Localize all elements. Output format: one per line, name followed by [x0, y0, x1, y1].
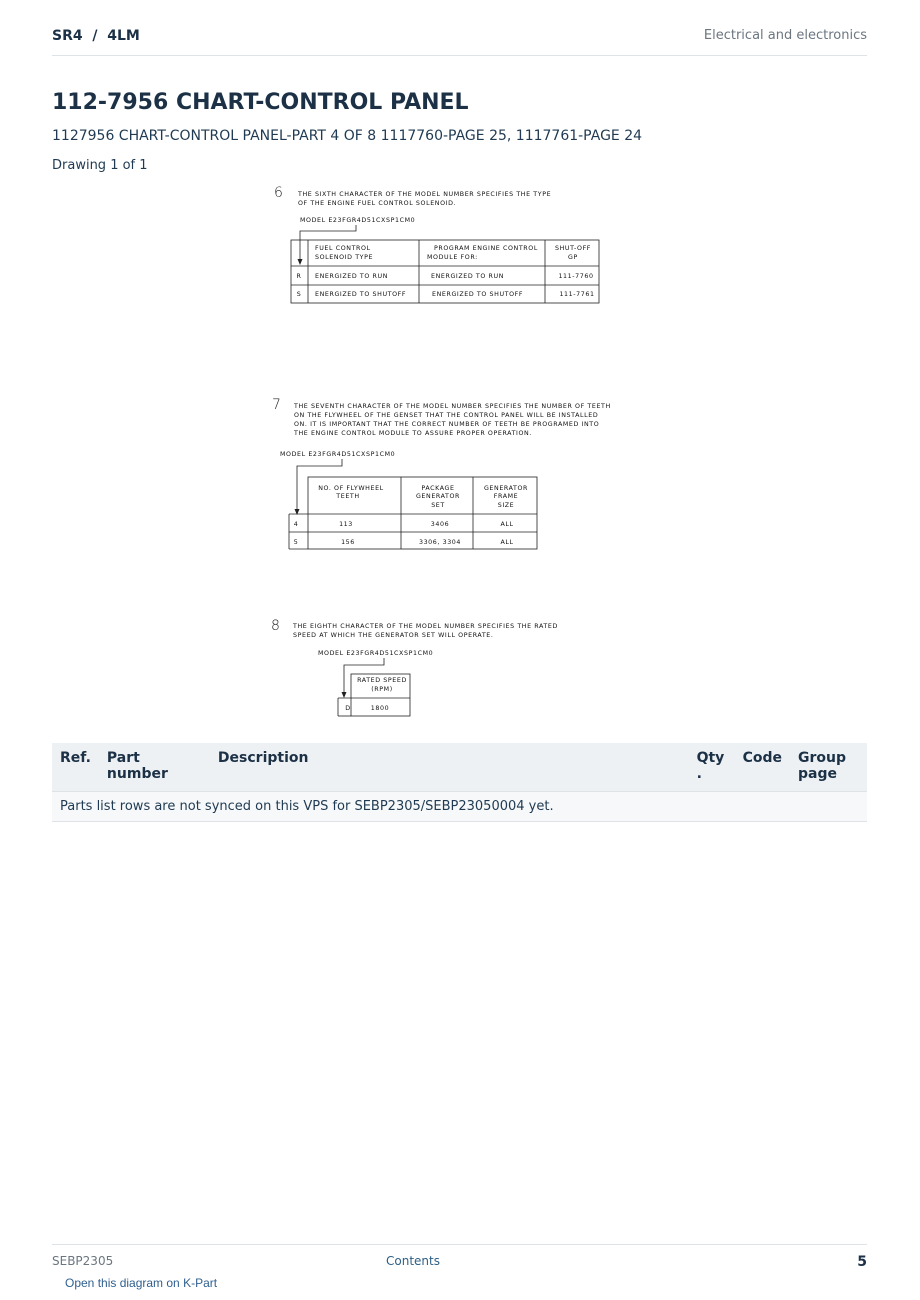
kpart-link[interactable]: Open this diagram on K-Part	[65, 1276, 218, 1290]
note8-line-2: SPEED AT WHICH THE GENERATOR SET WILL OPERATE.	[293, 632, 494, 639]
note6-line-1: THE SIXTH CHARACTER OF THE MODEL NUMBER SPECIFIES THE TYPE	[298, 191, 552, 198]
note8-number: 8	[271, 618, 280, 634]
note7-table	[289, 477, 537, 549]
note7-header-2a: PACKAGE	[421, 485, 455, 492]
note7-header-3a: GENERATOR	[483, 485, 529, 492]
note6-line-2: OF THE ENGINE FUEL CONTROL SOLENOID.	[298, 200, 457, 207]
breadcrumb: SR4 / 4LM	[52, 28, 140, 44]
contents-link[interactable]: Contents	[386, 1254, 440, 1268]
page-footer	[52, 1244, 867, 1275]
note8-line-1: THE EIGHTH CHARACTER OF THE MODEL NUMBER SPECIFIES THE RATED	[293, 623, 558, 630]
note7-model: MODEL E23FGR4D51CXSP1CM0	[280, 451, 396, 458]
note6-arrow	[298, 259, 303, 265]
note6-header-1b: SOLENOID TYPE	[315, 254, 374, 261]
note6-cell: R	[296, 273, 302, 280]
note7-cell: 4	[293, 521, 299, 528]
note6-cell: ENERGIZED TO RUN	[315, 273, 389, 280]
note6-model: MODEL E23FGR4D51CXSP1CM0	[300, 217, 416, 224]
section-label: Electrical and electronics	[703, 28, 867, 43]
parts-table	[52, 743, 867, 822]
note6-cell: ENERGIZED TO RUN	[431, 273, 505, 280]
note6-number: 6	[274, 185, 283, 201]
column-part-number: Part number	[99, 743, 210, 792]
column-qty: Qty .	[689, 743, 735, 792]
note7-cell: ALL	[500, 539, 514, 546]
note7-line-2: ON THE FLYWHEEL OF THE GENSET THAT THE CONTROL PANEL WILL BE INSTALLED	[294, 412, 599, 419]
parts-table-message: Parts list rows are not synced on this VPS for SEBP2305/SEBP23050004 yet.	[52, 792, 867, 822]
note7-line-3: ON. IT IS IMPORTANT THAT THE CORRECT NUMBER OF TEETH BE PROGRAMED INTO	[294, 421, 600, 428]
note7-line-4: THE ENGINE CONTROL MODULE TO ASSURE PROPER OPERATION.	[294, 430, 532, 437]
note6-cell: 111-7760	[558, 273, 594, 280]
note8-cell: D	[345, 705, 351, 712]
note8-arrow	[342, 692, 347, 698]
column-description: Description	[210, 743, 689, 792]
drawing-label: Drawing 1 of 1	[52, 158, 148, 173]
note6-table	[291, 240, 599, 303]
note8-header-1a: RATED SPEED	[357, 677, 407, 684]
note8-header-1b: (RPM)	[371, 686, 393, 693]
note6-header-2b: MODULE FOR:	[427, 254, 478, 261]
note7-header-3b: FRAME	[493, 493, 519, 500]
footer-doc-id: SEBP2305	[52, 1254, 114, 1268]
note8-table	[338, 674, 410, 716]
page-header	[52, 28, 867, 56]
note7-number: 7	[272, 397, 281, 413]
note7-header-3c: SIZE	[497, 502, 515, 509]
note7-cell: 5	[293, 539, 299, 546]
table-row	[52, 792, 867, 822]
note6-header-1a: FUEL CONTROL	[315, 245, 371, 252]
note7-cell: 156	[341, 539, 355, 546]
parts-table-header	[52, 743, 867, 792]
column-code: Code	[735, 743, 790, 792]
note7-line-1: THE SEVENTH CHARACTER OF THE MODEL NUMBER SPECIFIES THE NUMBER OF TEETH	[294, 403, 611, 410]
note7-cell: 3306, 3304	[418, 539, 462, 546]
note6-header-3b: GP	[568, 254, 578, 261]
note7-header-1b: TEETH	[336, 493, 360, 500]
page-number: 5	[857, 1254, 867, 1270]
note7-cell: 3406	[430, 521, 450, 528]
note8-cell: 1800	[370, 705, 390, 712]
note7-cell: ALL	[500, 521, 514, 528]
note6-cell: S	[296, 291, 302, 298]
note8-model: MODEL E23FGR4D51CXSP1CM0	[318, 650, 434, 657]
page-subtitle: 1127956 CHART-CONTROL PANEL-PART 4 OF 8 1117760-PAGE 25, 1117761-PAGE 24	[52, 128, 643, 144]
note6-header-3a: SHUT-OFF	[554, 245, 592, 252]
column-ref: Ref.	[52, 743, 99, 792]
note7-header-1a: NO. OF FLYWHEEL	[318, 485, 384, 492]
column-group-page: Group page	[790, 743, 867, 792]
note6-cell: 111-7761	[559, 291, 595, 298]
note7-header-2c: SET	[431, 502, 445, 509]
note7-header-2b: GENERATOR	[415, 493, 461, 500]
note6-header-2a: PROGRAM ENGINE CONTROL	[434, 245, 538, 252]
page-title: 112-7956 CHART-CONTROL PANEL	[52, 90, 469, 115]
note6-cell: ENERGIZED TO SHUTOFF	[315, 291, 407, 298]
note6-cell: ENERGIZED TO SHUTOFF	[432, 291, 524, 298]
note7-cell: 113	[339, 521, 353, 528]
